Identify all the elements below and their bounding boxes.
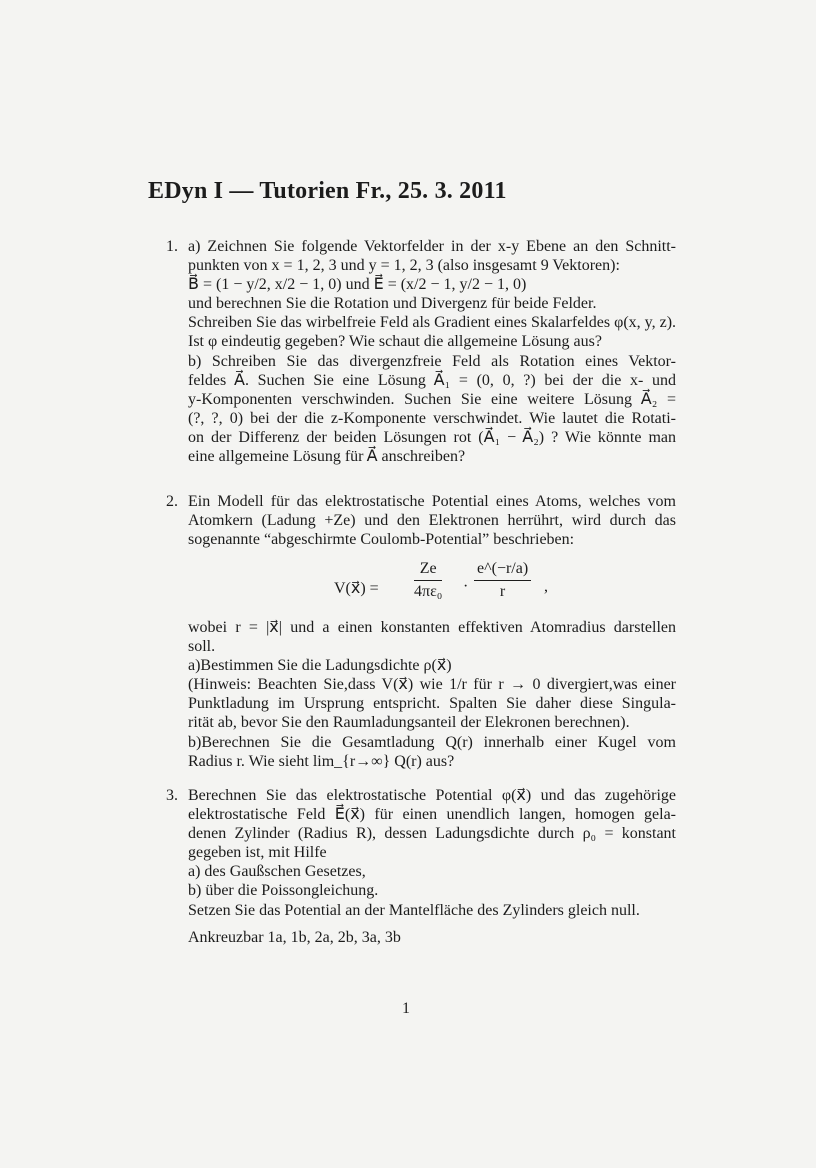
problem-number: 2.	[166, 493, 178, 510]
problem-number: 1.	[166, 238, 178, 255]
problem-body	[188, 237, 676, 466]
problem-body	[188, 618, 676, 771]
problem-body	[188, 786, 676, 947]
trailing-comma: ,	[544, 578, 548, 595]
text-line: Radius r. Wie sieht lim_{r→∞} Q(r) aus?	[188, 752, 455, 770]
text-line: rität ab, bevor Sie den Raumladungsanteil der Elekronen berechnen).	[188, 714, 630, 732]
numerator: e^(−r/a)	[474, 560, 531, 581]
numerator: Ze	[414, 560, 442, 581]
text-line: b)Berechnen Sie die Gesamtladung Q(r) innerhalb einer Kugel vom	[188, 733, 676, 751]
page-number: 1	[402, 1000, 410, 1017]
text-line: a)Bestimmen Sie die Ladungsdichte ρ(x⃗)	[188, 657, 452, 675]
text-line: denen Zylinder (Radius R), dessen Ladungsdichte durch ρ₀ = konstant	[188, 825, 676, 843]
text-line: a) des Gaußschen Gesetzes,	[188, 863, 366, 881]
text-line: on der Differenz der beiden Lösungen rot (A⃗₁ − A⃗₂) ? Wie könnte man	[188, 428, 676, 446]
text-line: a) Zeichnen Sie folgende Vektorfelder in der x-y Ebene an den Schnitt-	[188, 238, 676, 255]
text-line: Punktladung im Ursprung entspricht. Spalten Sie daher diese Singula-	[188, 695, 676, 713]
text-line: Ein Modell für das elektrostatische Potential eines Atoms, welches vom	[188, 493, 676, 510]
text-line: wobei r = |x⃗| und a einen konstanten effektiven Atomradius darstellen	[188, 619, 676, 636]
fraction-exp	[474, 560, 531, 601]
text-line: und berechnen Sie die Rotation und Divergenz für beide Felder.	[188, 295, 597, 313]
text-line: soll.	[188, 638, 216, 656]
text-line: Setzen Sie das Potential an der Mantelfläche des Zylinders gleich null.	[188, 901, 640, 919]
text-line: punkten von x = 1, 2, 3 und y = 1, 2, 3 (also insgesamt 9 Vektoren):	[188, 257, 620, 275]
text-line: Atomkern (Ladung +Ze) und den Elektronen herrührt, wird durch das	[188, 512, 676, 530]
text-line: Schreiben Sie das wirbelfreie Feld als Gradient eines Skalarfeldes φ(x, y, z).	[188, 314, 677, 332]
text-line: gegeben ist, mit Hilfe	[188, 844, 327, 862]
text-line: Berechnen Sie das elektrostatische Potential φ(x⃗) und das zugehörige	[188, 787, 676, 804]
formula-lhs: V(x⃗) =	[334, 580, 379, 597]
text-line: b) Schreiben Sie das divergenzfreie Feld als Rotation eines Vektor-	[188, 352, 676, 370]
text-line: b) über die Poissongleichung.	[188, 882, 379, 900]
fraction-ze	[414, 560, 442, 601]
page-title: EDyn I — Tutorien Fr., 25. 3. 2011	[148, 178, 507, 204]
denominator: 4πε₀	[414, 583, 443, 600]
multiply-dot: ·	[463, 578, 469, 595]
text-line: Ist φ eindeutig gegeben? Wie schaut die allgemeine Lösung aus?	[188, 333, 602, 351]
text-line: sogenannte “abgeschirmte Coulomb-Potential” beschrieben:	[188, 531, 575, 549]
problem-number: 3.	[166, 787, 178, 804]
problem-body	[188, 492, 676, 549]
text-line: feldes A⃗. Suchen Sie eine Lösung A⃗₁ = (0, 0, ?) bei der die x- und	[188, 371, 676, 389]
denominator: r	[499, 583, 506, 600]
text-line: elektrostatische Feld E⃗(x⃗) für einen unendlich langen, homogen gela-	[188, 806, 676, 824]
text-line: B⃗ = (1 − y/2, x/2 − 1, 0) und E⃗ = (x/2 − 1, y/2 − 1, 0)	[188, 276, 527, 294]
text-line: eine allgemeine Lösung für A⃗ anschreiben?	[188, 448, 466, 466]
text-line: (Hinweis: Beachten Sie,dass V(x⃗) wie 1/r für r → 0 divergiert,was einer	[188, 676, 676, 694]
text-line: (?, ?, 0) bei der die z-Komponente verschwindet. Wie lautet die Rotati-	[188, 409, 676, 427]
text-line: y-Komponenten verschwinden. Suchen Sie eine weitere Lösung A⃗₂ =	[188, 390, 676, 408]
grading-note: Ankreuzbar 1a, 1b, 2a, 2b, 3a, 3b	[188, 928, 401, 946]
